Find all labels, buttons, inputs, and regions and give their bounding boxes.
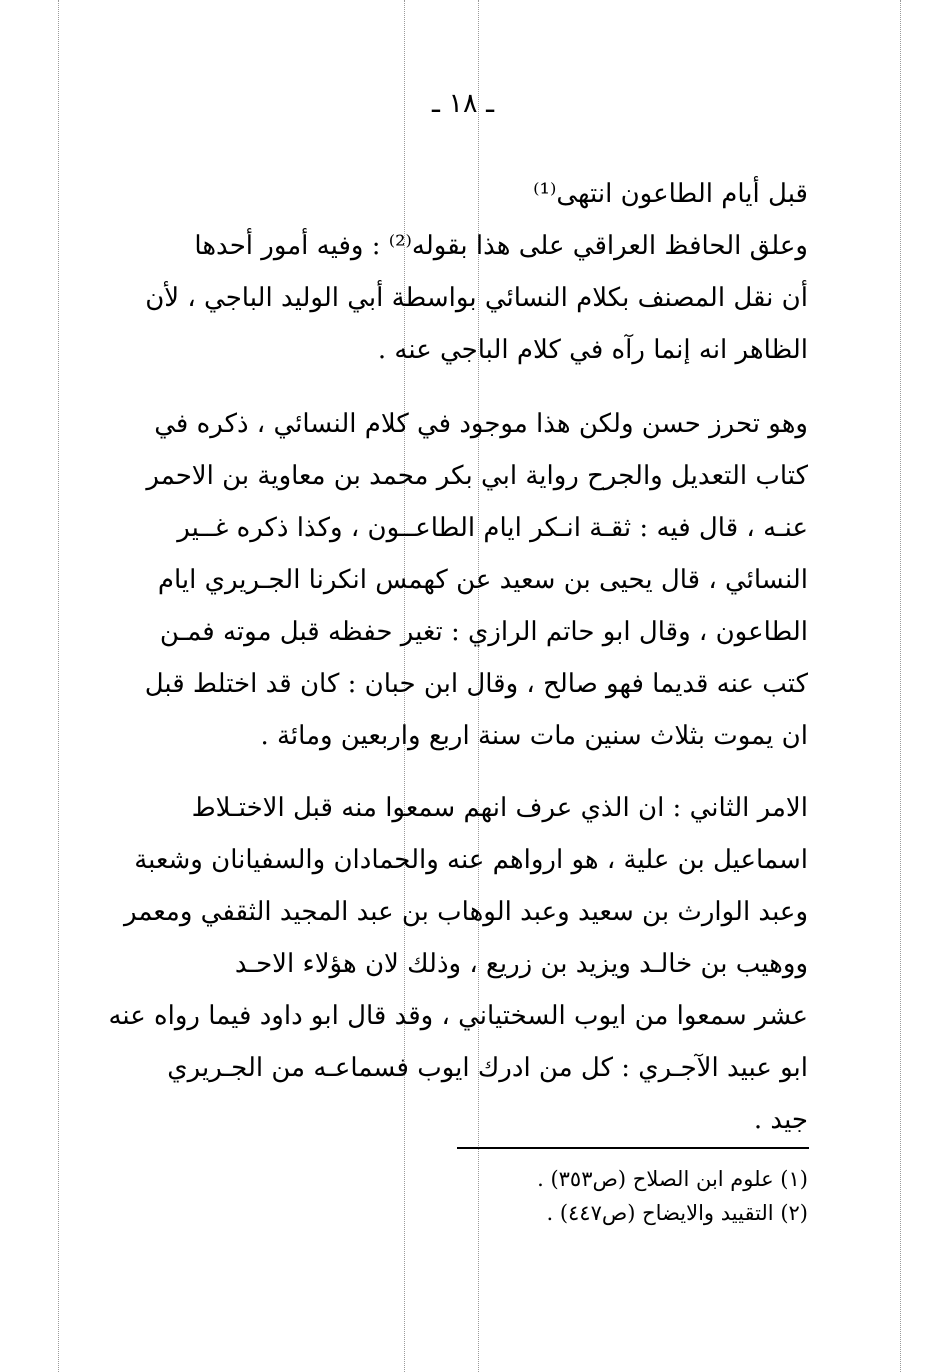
scan-margin-line [58,0,59,1372]
scan-margin-line [900,0,901,1372]
text-line: النسائي ، قال يحيى بن سعيد عن كهمس انكرنا الجـريري ايام [157,565,808,595]
text-line: ابو عبيد الآجـري : كل من ادرك ايوب فسماعـه من الجـريري [167,1053,808,1083]
footnotes [300,1162,808,1230]
text-line: كتاب التعديل والجرح رواية ابي بكر محمد بن معاوية بن الاحمر [146,461,808,491]
text-line: قبل أيام الطاعون انتهى⁽¹⁾ [533,179,808,209]
text-line: ووهيب بن خالـد ويزيد بن زريع ، وذلك لان هؤلاء الاحـد [234,949,808,979]
footnote: (٢) التقييد والايضاح (ص٤٤٧) . [546,1201,808,1225]
text-line: جيد . [753,1105,808,1135]
text-line: كتب عنه قديما فهو صالح ، وقال ابن حبان : كان قد اختلط قبل [144,669,808,699]
footnote-divider [457,1147,809,1149]
text-line: عشر سمعوا من ايوب السختياني ، وقد قال ابو داود فيما رواه عنه [108,1001,808,1031]
text-line: وهو تحرز حسن ولكن هذا موجود في كلام النسائي ، ذكره في [154,409,808,439]
text-line: ان يموت بثلاث سنين مات سنة اربع واربعين ومائة . [260,721,808,751]
body-text [102,782,808,1146]
text-line: عنـه ، قال فيه : ثقـة انـكر ايام الطاعــون ، وكذا ذكره غــير [177,513,808,543]
page-number: ـ ١٨ ـ [431,88,494,119]
text-line: الظاهر انه إنما رآه في كلام الباجي عنه . [377,335,808,365]
text-line: وعبد الوارث بن سعيد وعبد الوهاب بن عبد المجيد الثقفي ومعمر [124,897,808,927]
text-line: وعلق الحافظ العراقي على هذا بقوله⁽²⁾ : وفيه أمور أحدها [194,231,808,261]
body-text [102,168,808,376]
body-text [102,398,808,762]
text-line: أن نقل المصنف بكلام النسائي بواسطة أبي الوليد الباجي ، لأن [145,283,808,313]
text-line: اسماعيل بن علية ، هو ارواهم عنه والحمادان والسفيانان وشعبة [134,845,808,875]
text-line: الامر الثاني : ان الذي عرف انهم سمعوا منه قبل الاختـلاط [191,793,808,823]
text-line: الطاعون ، وقال ابو حاتم الرازي : تغير حفظه قبل موته فمـن [159,617,808,647]
footnote: (١) علوم ابن الصلاح (ص٣٥٣) . [537,1167,808,1191]
